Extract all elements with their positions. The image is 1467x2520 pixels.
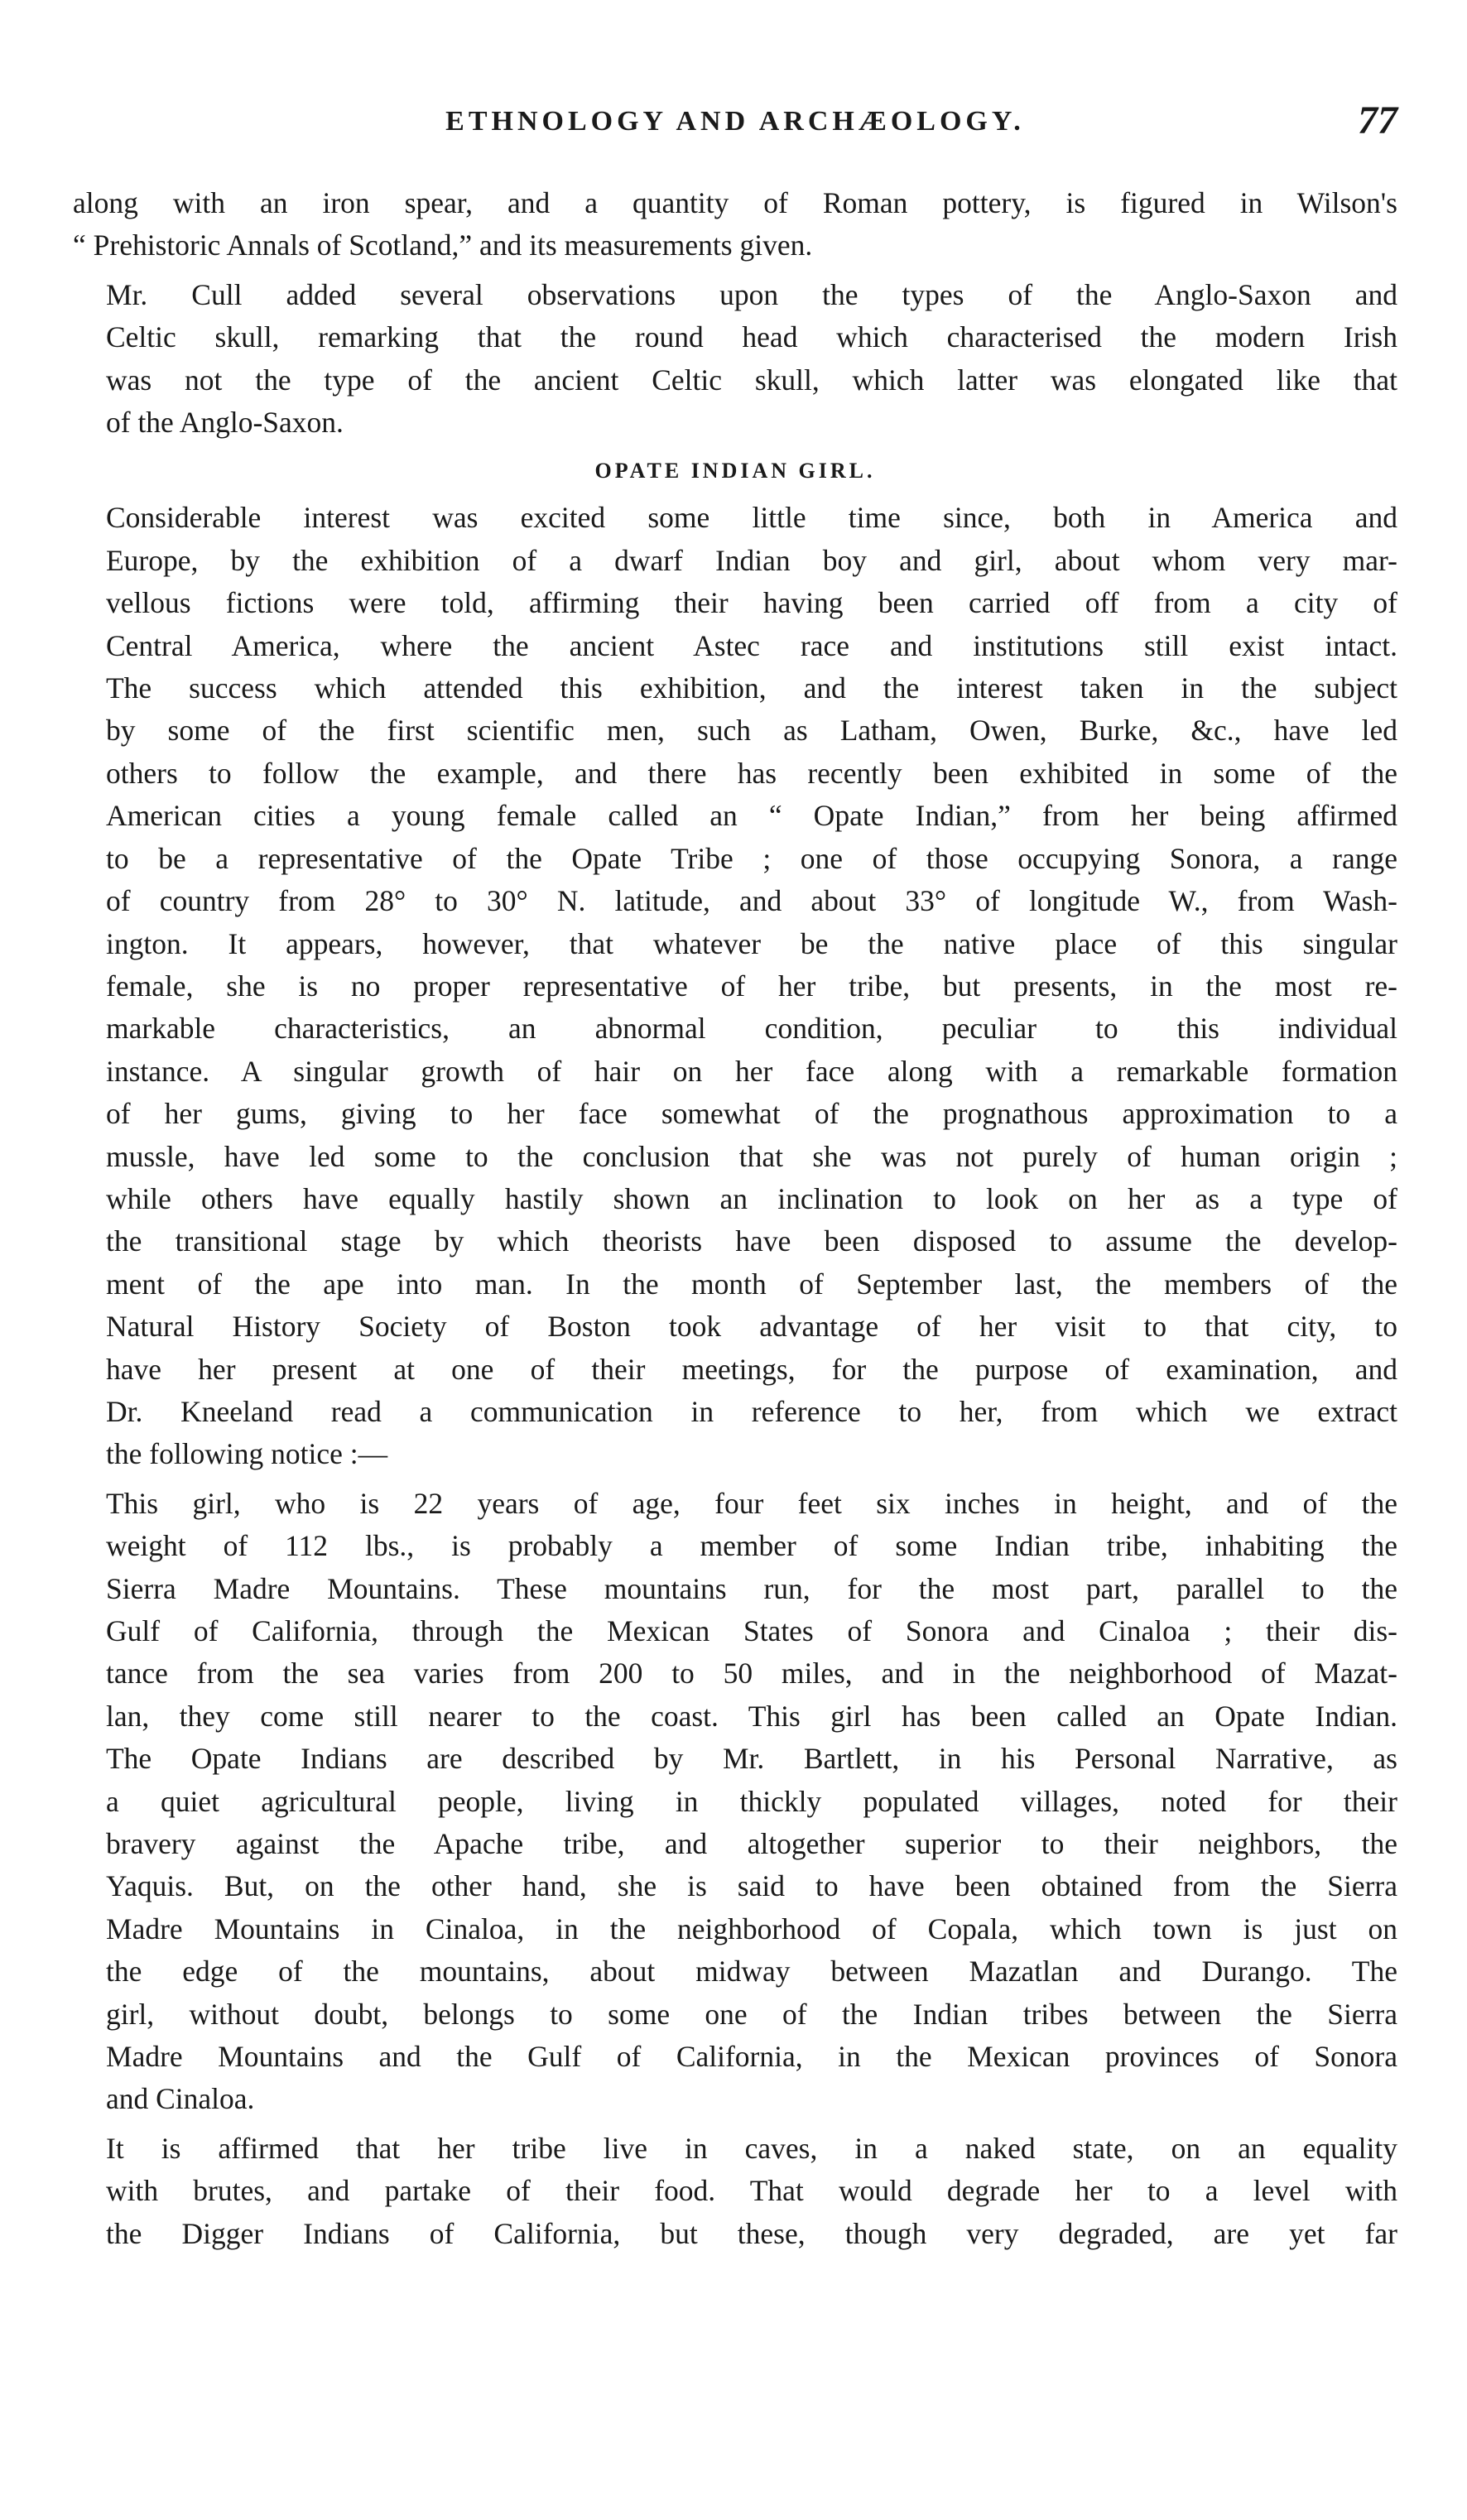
- text-line: bravery against the Apache tribe, and altogether superior to their neighbors, the: [106, 1827, 1397, 1861]
- text-line: a quiet agricultural people, living in thickly populated villages, noted for their: [106, 1784, 1397, 1818]
- text-line: weight of 112 lbs., is probably a member of some Indian tribe, inhabiting the: [106, 1529, 1397, 1563]
- text-line: “ Prehistoric Annals of Scotland,” and its measurements given.: [73, 228, 813, 262]
- text-line: mussle, have led some to the conclusion that she was not purely of human origin ;: [106, 1139, 1397, 1173]
- text-line: ment of the ape into man. In the month of September last, the members of the: [106, 1267, 1397, 1301]
- paragraph-tribe-caves: [73, 2128, 1397, 2255]
- text-line: ington. It appears, however, that whatever be the native place of this singular: [106, 926, 1397, 960]
- text-line: lan, they come still nearer to the coast. This girl has been called an Opate Indian.: [106, 1699, 1397, 1733]
- text-line: vellous fictions were told, affirming their having been carried off from a city of: [106, 586, 1397, 620]
- text-line: Natural History Society of Boston took advantage of her visit to that city, to: [106, 1310, 1397, 1344]
- paragraph-opate-intro: [73, 497, 1397, 1475]
- page-number: 77: [1358, 99, 1397, 142]
- paragraph-continuation: [73, 182, 1397, 267]
- text-line: by some of the first scientific men, such as Latham, Owen, Burke, &c., have led: [106, 714, 1397, 748]
- text-line: Sierra Madre Mountains. These mountains run, for the most part, parallel to the: [106, 1571, 1397, 1605]
- text-line: markable characteristics, an abnormal condition, peculiar to this individual: [106, 1012, 1397, 1046]
- paragraph-kneeland-notice: [73, 1483, 1397, 2121]
- text-line: of the Anglo-Saxon.: [106, 406, 344, 440]
- text-line: Yaquis. But, on the other hand, she is said to have been obtained from the Sierra: [106, 1869, 1397, 1903]
- text-line: to be a representative of the Opate Tribe ; one of those occupying Sonora, a range: [106, 841, 1397, 875]
- text-line: have her present at one of their meetings, for the purpose of examination, and: [106, 1352, 1397, 1386]
- text-line: The Opate Indians are described by Mr. Bartlett, in his Personal Narrative, as: [106, 1742, 1397, 1776]
- text-line: and Cinaloa.: [106, 2082, 255, 2116]
- text-line: the transitional stage by which theorists have been disposed to assume the develop-: [106, 1224, 1397, 1258]
- section-subheading: OPATE INDIAN GIRL.: [594, 459, 876, 483]
- text-line: the Digger Indians of California, but these, though very degraded, are yet far: [106, 2216, 1397, 2250]
- text-line: others to follow the example, and there has recently been exhibited in some of the: [106, 756, 1397, 790]
- running-title: ETHNOLOGY AND ARCHÆOLOGY.: [445, 106, 1025, 137]
- text-line: American cities a young female called an “ Opate Indian,” from her being affirmed: [106, 799, 1397, 833]
- text-line: female, she is no proper representative of her tribe, but presents, in the most re-: [106, 969, 1397, 1003]
- text-line: Central America, where the ancient Astec race and institutions still exist intact.: [106, 628, 1397, 662]
- text-line: along with an iron spear, and a quantity of Roman pottery, is figured in Wilson's: [73, 186, 1397, 219]
- text-line: Celtic skull, remarking that the round head which characterised the modern Irish: [106, 320, 1397, 354]
- text-line: of her gums, giving to her face somewhat of the prognathous approximation to a: [106, 1097, 1397, 1131]
- text-line: Madre Mountains and the Gulf of California, in the Mexican provinces of Sonora: [106, 2040, 1397, 2074]
- text-line: This girl, who is 22 years of age, four feet six inches in height, and of the: [106, 1486, 1397, 1520]
- text-line: Mr. Cull added several observations upon the types of the Anglo-Saxon and: [106, 277, 1397, 311]
- text-line: was not the type of the ancient Celtic skull, which latter was elongated like that: [106, 363, 1397, 397]
- text-line: girl, without doubt, belongs to some one of the Indian tribes between the Sierra: [106, 1997, 1397, 2031]
- book-page: [73, 98, 1397, 2255]
- text-line: tance from the sea varies from 200 to 50 miles, and in the neighborhood of Mazat-: [106, 1657, 1397, 1690]
- text-line: Madre Mountains in Cinaloa, in the neighborhood of Copala, which town is just on: [106, 1912, 1397, 1945]
- text-line: the following notice :—: [106, 1437, 388, 1471]
- text-line: the edge of the mountains, about midway between Mazatlan and Durango. The: [106, 1955, 1397, 1989]
- text-line: Europe, by the exhibition of a dwarf Indian boy and girl, about whom very mar-: [106, 543, 1397, 577]
- text-line: Dr. Kneeland read a communication in reference to her, from which we extract: [106, 1394, 1397, 1428]
- text-line: with brutes, and partake of their food. That would degrade her to a level with: [106, 2174, 1397, 2208]
- text-line: instance. A singular growth of hair on her face along with a remarkable formation: [106, 1054, 1397, 1088]
- paragraph-cull-remarks: [73, 274, 1397, 445]
- text-line: while others have equally hastily shown an inclination to look on her as a type of: [106, 1181, 1397, 1215]
- text-line: The success which attended this exhibition, and the interest taken in the subject: [106, 671, 1397, 705]
- text-line: Gulf of California, through the Mexican States of Sonora and Cinaloa ; their dis-: [106, 1614, 1397, 1647]
- running-head: [73, 98, 1397, 156]
- text-line: Considerable interest was excited some little time since, both in America and: [106, 501, 1397, 535]
- text-line: It is affirmed that her tribe live in caves, in a naked state, on an equality: [106, 2131, 1397, 2165]
- text-line: of country from 28° to 30° N. latitude, and about 33° of longitude W., from Wash-: [106, 884, 1397, 918]
